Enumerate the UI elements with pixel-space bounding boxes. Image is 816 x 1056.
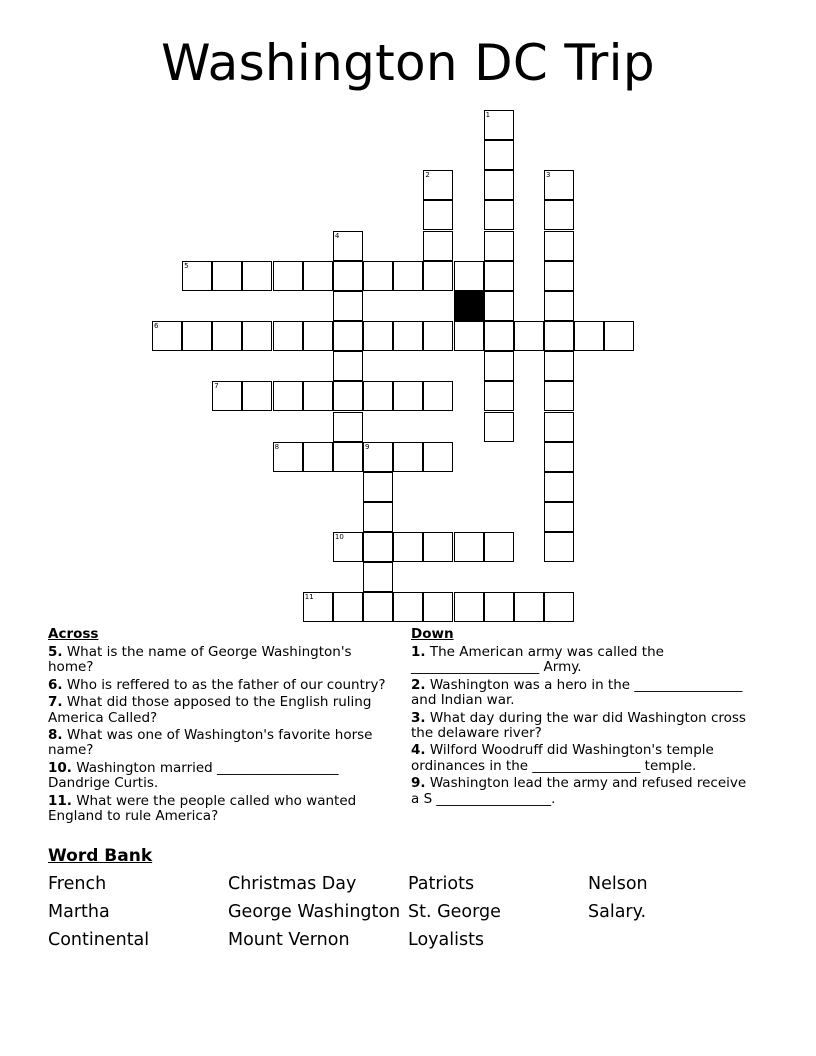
grid-cell[interactable] bbox=[514, 592, 544, 622]
clue-number: 3 bbox=[545, 171, 551, 180]
word-bank-item: Mount Vernon bbox=[228, 930, 350, 950]
grid-cell[interactable] bbox=[393, 592, 423, 622]
clue bbox=[411, 645, 756, 676]
grid-cell[interactable] bbox=[273, 381, 303, 411]
grid-cell[interactable] bbox=[393, 321, 423, 351]
down-clues bbox=[411, 627, 756, 809]
grid-cell[interactable] bbox=[363, 592, 393, 622]
grid-cell[interactable] bbox=[303, 592, 333, 622]
clue-text: The American army was called the ___________________ Army. bbox=[411, 643, 664, 676]
grid-cell[interactable] bbox=[423, 532, 453, 562]
clue-text: Who is reffered to as the father of our country? bbox=[62, 676, 386, 693]
clue-text: What was one of Washington's favorite horse name? bbox=[48, 726, 373, 759]
clue bbox=[411, 711, 756, 742]
grid-cell[interactable] bbox=[544, 412, 574, 442]
grid-cell[interactable] bbox=[423, 231, 453, 261]
clue bbox=[48, 728, 393, 759]
across-clue-list bbox=[48, 645, 393, 825]
clue-number: 1 bbox=[485, 111, 491, 119]
word-bank-item: St. George bbox=[408, 902, 501, 922]
grid-cell[interactable] bbox=[363, 381, 393, 411]
clue-number: 5. bbox=[48, 643, 63, 660]
grid-cell[interactable] bbox=[333, 351, 363, 381]
grid-cell[interactable] bbox=[484, 140, 514, 170]
grid-cell[interactable] bbox=[333, 291, 363, 321]
clue-number: 10 bbox=[334, 533, 344, 542]
word-bank-item: French bbox=[48, 874, 107, 894]
clue-number: 6. bbox=[48, 676, 63, 693]
grid-cell[interactable] bbox=[423, 381, 453, 411]
clue-number: 7 bbox=[214, 382, 219, 391]
grid-cell[interactable] bbox=[423, 200, 453, 230]
grid-cell[interactable] bbox=[182, 261, 212, 291]
clue-number: 4 bbox=[334, 231, 340, 240]
grid-cell[interactable] bbox=[454, 261, 484, 291]
clue-number: 6 bbox=[154, 322, 159, 331]
black-square bbox=[454, 291, 484, 321]
grid-cell[interactable] bbox=[242, 381, 272, 411]
grid-cell[interactable] bbox=[393, 261, 423, 291]
word-bank-item: Patriots bbox=[408, 874, 475, 894]
grid-cell[interactable] bbox=[303, 381, 333, 411]
grid-cell[interactable] bbox=[544, 321, 574, 351]
grid-cell[interactable] bbox=[484, 532, 514, 562]
clue-text: Washington lead the army and refused receive a S _________________. bbox=[411, 775, 747, 808]
grid-cell[interactable] bbox=[544, 502, 574, 532]
grid-cell[interactable] bbox=[363, 532, 393, 562]
grid-cell[interactable] bbox=[273, 442, 303, 472]
clue-text: What day during the war did Washington cross the delaware river? bbox=[411, 709, 746, 742]
grid-cell[interactable] bbox=[212, 261, 242, 291]
word-bank-item: Continental bbox=[48, 930, 150, 950]
grid-cell[interactable] bbox=[363, 562, 393, 592]
clue-number: 9 bbox=[365, 442, 370, 451]
grid-cell[interactable] bbox=[484, 412, 514, 442]
grid-cell[interactable] bbox=[423, 170, 453, 200]
grid-cell[interactable] bbox=[544, 592, 574, 622]
clue bbox=[48, 678, 393, 694]
grid-cell[interactable] bbox=[454, 532, 484, 562]
grid-cell[interactable] bbox=[363, 472, 393, 502]
clue-number: 10. bbox=[48, 759, 72, 776]
grid-cell[interactable] bbox=[333, 321, 363, 351]
grid-cell[interactable] bbox=[544, 291, 574, 321]
grid-cell[interactable] bbox=[303, 321, 333, 351]
grid-cell[interactable] bbox=[393, 442, 423, 472]
clue-number: 9. bbox=[411, 775, 426, 792]
grid-cell[interactable] bbox=[333, 442, 363, 472]
clue bbox=[411, 743, 756, 774]
grid-cell[interactable] bbox=[273, 321, 303, 351]
clue-text: What is the name of George Washington's home? bbox=[48, 643, 352, 676]
grid-cell[interactable] bbox=[242, 321, 272, 351]
grid-cell[interactable] bbox=[333, 381, 363, 411]
grid-cell[interactable] bbox=[333, 532, 363, 562]
clue-number: 7. bbox=[48, 693, 63, 710]
grid-cell[interactable] bbox=[484, 291, 514, 321]
grid-cell[interactable] bbox=[544, 381, 574, 411]
grid-cell[interactable] bbox=[393, 532, 423, 562]
clue-number: 11. bbox=[48, 792, 72, 809]
grid-cell[interactable] bbox=[212, 321, 242, 351]
clue-number: 8 bbox=[274, 442, 280, 451]
grid-cell[interactable] bbox=[484, 231, 514, 261]
grid-cell[interactable] bbox=[484, 261, 514, 291]
down-clue-list bbox=[411, 645, 756, 808]
grid-cell[interactable] bbox=[544, 231, 574, 261]
clue-text: Wilford Woodruff did Washington's temple ordinances in the ________________ temple. bbox=[411, 742, 714, 775]
grid-cell[interactable] bbox=[544, 200, 574, 230]
grid-cell[interactable] bbox=[182, 321, 212, 351]
clue-number: 5 bbox=[184, 261, 189, 270]
grid-cell[interactable] bbox=[544, 351, 574, 381]
grid-cell[interactable] bbox=[333, 261, 363, 291]
grid-cell[interactable] bbox=[544, 532, 574, 562]
grid-cell[interactable] bbox=[484, 592, 514, 622]
down-heading: Down bbox=[411, 626, 454, 642]
grid-cell[interactable] bbox=[484, 351, 514, 381]
grid-cell[interactable] bbox=[514, 321, 544, 351]
across-clues bbox=[48, 627, 393, 826]
word-bank-item: Christmas Day bbox=[228, 874, 357, 894]
grid-cell[interactable] bbox=[574, 321, 604, 351]
grid-cell[interactable] bbox=[333, 592, 363, 622]
page-title: Washington DC Trip bbox=[161, 34, 655, 92]
word-bank-item: George Washington bbox=[228, 902, 401, 922]
grid-cell[interactable] bbox=[544, 261, 574, 291]
grid-cell[interactable] bbox=[423, 592, 453, 622]
grid-cell[interactable] bbox=[484, 110, 514, 140]
grid-cell[interactable] bbox=[544, 472, 574, 502]
grid-cell[interactable] bbox=[544, 170, 574, 200]
grid-cell[interactable] bbox=[273, 261, 303, 291]
word-bank-item: Loyalists bbox=[408, 930, 485, 950]
across-heading: Across bbox=[48, 626, 99, 642]
grid-cell[interactable] bbox=[212, 381, 242, 411]
grid-cell[interactable] bbox=[363, 261, 393, 291]
clue-number: 3. bbox=[411, 709, 426, 726]
clue bbox=[48, 761, 393, 792]
grid-cell[interactable] bbox=[363, 442, 393, 472]
grid-cell[interactable] bbox=[363, 321, 393, 351]
grid-cell[interactable] bbox=[152, 321, 182, 351]
grid-cell[interactable] bbox=[544, 442, 574, 472]
clue bbox=[48, 794, 393, 825]
clue-text: What did those apposed to the English ruling America Called? bbox=[48, 693, 372, 726]
grid-cell[interactable] bbox=[423, 261, 453, 291]
clue-number: 8. bbox=[48, 726, 63, 743]
grid-cell[interactable] bbox=[423, 321, 453, 351]
clue bbox=[411, 678, 756, 709]
word-bank-item: Martha bbox=[48, 902, 110, 922]
grid-cell[interactable] bbox=[242, 261, 272, 291]
grid-cell[interactable] bbox=[454, 592, 484, 622]
grid-cell[interactable] bbox=[423, 442, 453, 472]
clue bbox=[48, 695, 393, 726]
word-bank-item: Nelson bbox=[588, 874, 648, 894]
grid-cell[interactable] bbox=[484, 170, 514, 200]
grid-cell[interactable] bbox=[303, 442, 333, 472]
grid-cell[interactable] bbox=[303, 261, 333, 291]
grid-cell[interactable] bbox=[363, 502, 393, 532]
grid-cell[interactable] bbox=[393, 381, 423, 411]
grid-cell[interactable] bbox=[604, 321, 634, 351]
word-bank-title: Word Bank bbox=[48, 846, 153, 866]
clue-number: 4. bbox=[411, 742, 426, 759]
grid-cell[interactable] bbox=[454, 321, 484, 351]
clue-text: Washington was a hero in the ________________ and Indian war. bbox=[411, 676, 743, 709]
clue bbox=[48, 645, 393, 676]
clue bbox=[411, 776, 756, 807]
grid-cell[interactable] bbox=[484, 381, 514, 411]
grid-cell[interactable] bbox=[333, 231, 363, 261]
grid-cell[interactable] bbox=[484, 200, 514, 230]
clue-number: 11 bbox=[304, 593, 314, 602]
clue-text: Washington married __________________ Dandrige Curtis. bbox=[48, 759, 339, 792]
clue-number: 1. bbox=[411, 643, 426, 660]
clue-number: 2 bbox=[425, 171, 430, 180]
grid-cell[interactable] bbox=[484, 321, 514, 351]
word-bank-item: Salary. bbox=[588, 902, 647, 922]
clue-text: What were the people called who wanted England to rule America? bbox=[48, 792, 357, 825]
grid-cell[interactable] bbox=[333, 412, 363, 442]
clue-number: 2. bbox=[411, 676, 426, 693]
